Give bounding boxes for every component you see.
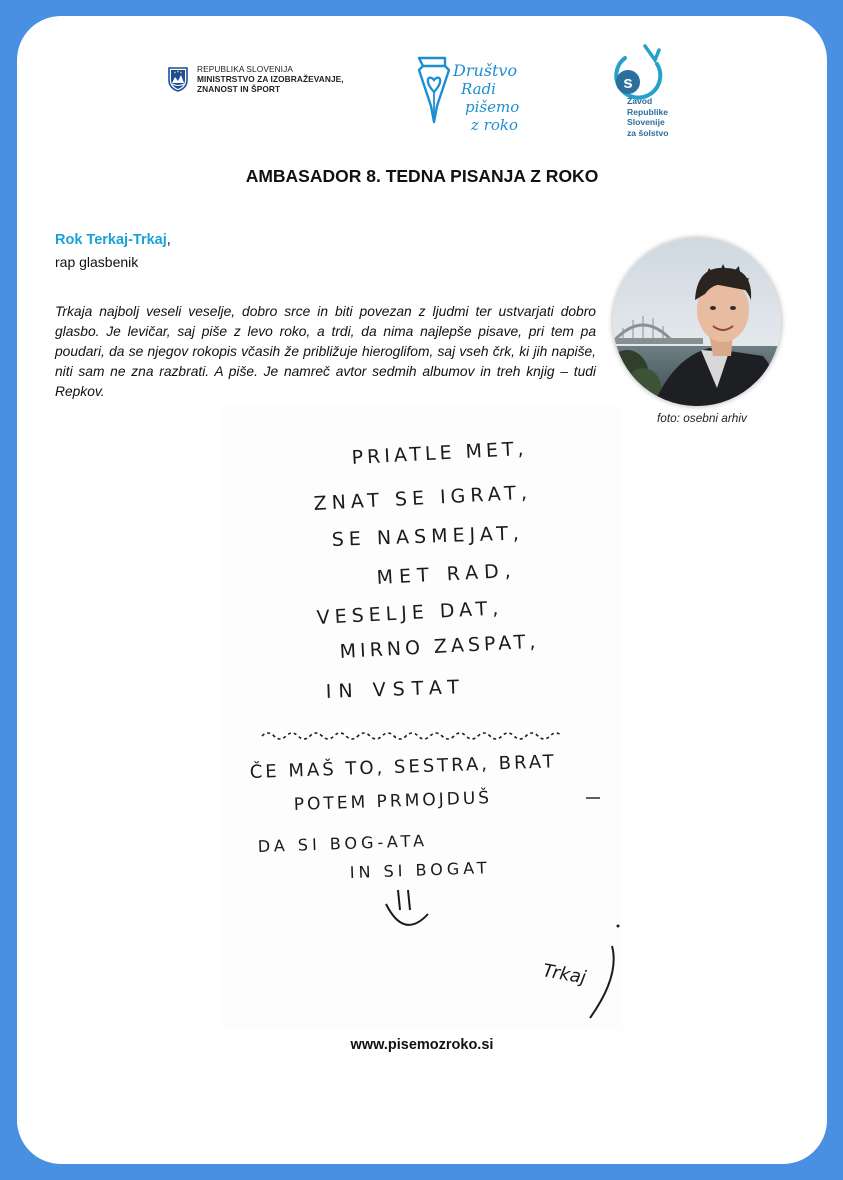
- drustvo-logo-word-2: Radi: [461, 80, 496, 98]
- drustvo-logo-word-4: z roko: [471, 116, 518, 134]
- ministry-logo: [167, 64, 344, 94]
- smiley-icon: [386, 890, 428, 925]
- ambassador-role: rap glasbenik: [55, 254, 139, 270]
- ambassador-name-text: Rok Terkaj-Trkaj: [55, 232, 167, 248]
- photo-credit: foto: osebni arhiv: [657, 411, 747, 425]
- zavod-logo-text: [627, 96, 669, 138]
- handwritten-note-image: [222, 406, 622, 1030]
- note-line-1: PRIATLE MET,: [351, 437, 529, 469]
- zavod-line-1: Zavod: [627, 96, 653, 106]
- svg-text:s: s: [623, 73, 633, 92]
- slovenia-crest-icon: [167, 66, 189, 92]
- handwritten-note: [222, 406, 622, 1030]
- note-line-8: ČE MAŠ TO, SESTRA, BRAT: [249, 751, 558, 783]
- note-line-6: MIRNO ZASPAT,: [339, 630, 540, 663]
- ambassador-name-comma: ,: [166, 232, 171, 248]
- zavod-line-3: Slovenije: [627, 117, 665, 127]
- ministry-line-3: ZNANOST IN ŠPORT: [197, 84, 281, 94]
- ministry-line-1: REPUBLIKA SLOVENIJA: [197, 64, 293, 74]
- note-line-11: IN SI BOGAT: [349, 858, 491, 882]
- note-line-5: VESELJE DAT,: [316, 597, 504, 629]
- ambassador-bio: Trkaja najbolj veseli veselje, dobro srce in biti povezan z ljudmi ter ustvarjati dobro glasbo. Je levičar, saj piše z levo roko, a trdi, da nima najlepše pisave, pri tem pa poudari, da se njegov rokopis včasih že približuje hieroglifom, saj vseh črk, ki jih napiše, niti sam ne zna razbrati. A piše. Je namreč avtor sedmih albumov in treh knjig – tudi Repkov.: [55, 304, 596, 399]
- website-link[interactable]: www.pisemozroko.si: [350, 1037, 494, 1053]
- note-line-10: DA SI BOG-ATA: [257, 831, 429, 856]
- ministry-line-2: MINISTRSTVO ZA IZOBRAŽEVANJE,: [197, 74, 344, 84]
- document-page: [17, 16, 827, 1164]
- zavod-line-4: za šolstvo: [627, 127, 669, 138]
- page-title: AMBASADOR 8. TEDNA PISANJA Z ROKO: [245, 166, 599, 186]
- note-line-3: SE NASMEJAT,: [331, 522, 525, 551]
- zavod-line-2: Republike: [627, 106, 669, 117]
- ambassador-name: [55, 232, 171, 248]
- ambassador-photo: [613, 238, 781, 406]
- drustvo-logo-word-1: Društvo: [453, 61, 518, 80]
- portrait-image: [613, 238, 781, 406]
- note-line-9: POTEM PRMOJDUŠ: [293, 788, 493, 815]
- drustvo-logo-word-3: pišemo: [465, 98, 520, 116]
- signature: Trkaj: [541, 960, 588, 989]
- note-line-2: ZNAT SE IGRAT,: [313, 481, 533, 515]
- note-line-7: IN VSTAT: [325, 676, 467, 703]
- note-line-4: MET RAD,: [376, 559, 518, 589]
- drustvo-radi-pisemo-z-roko-logo: [415, 54, 527, 140]
